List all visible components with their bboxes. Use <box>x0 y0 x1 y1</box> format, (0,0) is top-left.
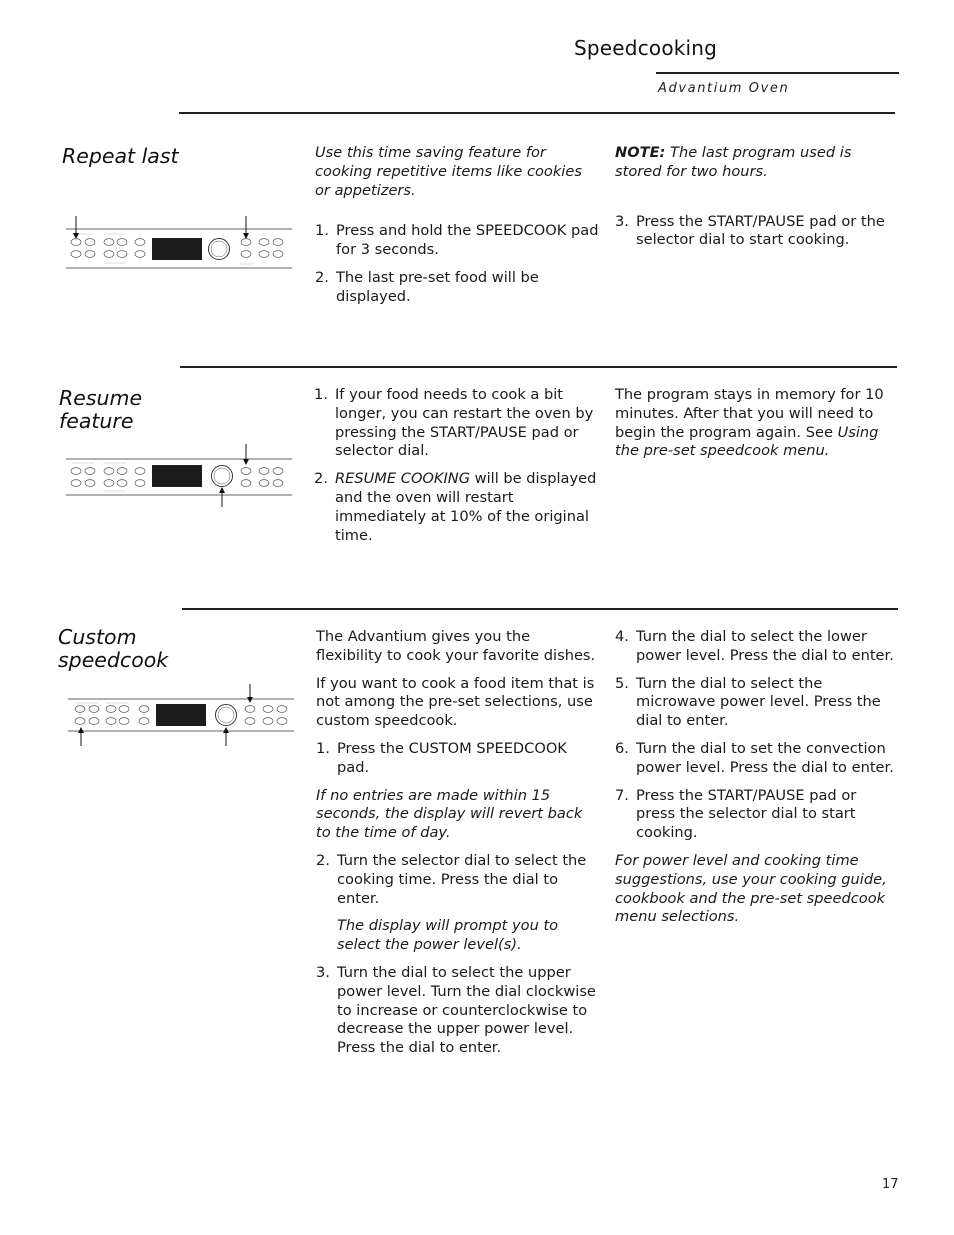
resume-cooking-label: RESUME COOKING <box>335 470 471 488</box>
title-line: speedcook <box>58 648 169 672</box>
step-text: Press the START/PAUSE pad or the selector dial to start cooking. <box>636 212 885 249</box>
step-number: 7. <box>615 786 629 804</box>
step-number: 2. <box>314 470 328 488</box>
section-title-resume-feature <box>59 387 142 433</box>
step-text: Turn the dial to select the upper power level. Turn the dial clockwise to increase or counterclockwise to decrease the upper power level. Press the dial to enter. <box>337 963 596 1057</box>
step-text: Turn the selector dial to select the cooking time. Press the dial to enter. <box>337 851 587 907</box>
step-text: Press the CUSTOM SPEEDCOOK pad. <box>337 739 567 776</box>
step-number: 5. <box>615 674 629 692</box>
repeat-last-step-1 <box>315 222 600 260</box>
title-line: Resume <box>59 386 143 410</box>
step-text: Press the START/PAUSE pad or press the selector dial to start cooking. <box>636 786 857 842</box>
step-text: will be displayed and the oven will restart immediately at 10% of the original time. <box>335 470 597 544</box>
step-text: The last pre-set food will be displayed. <box>336 268 539 305</box>
section-title-custom-speedcook <box>58 626 168 672</box>
note-text: The program stays in memory for 10 minutes. After that you will need to begin the program again. See <box>615 386 884 441</box>
custom-intro-2: If you want to cook a food item that is not among the pre-set selections, use custom speedcook. <box>316 674 595 730</box>
step-number: 6. <box>615 739 629 757</box>
step-text: Turn the dial to select the microwave power level. Press the dial to enter. <box>636 674 881 730</box>
step-text: If your food needs to cook a bit longer, you can restart the oven by pressing the START/PAUSE pad or selector dial. <box>335 386 594 460</box>
resume-step-2 <box>314 470 599 545</box>
repeat-last-step-2 <box>315 269 600 307</box>
custom-step-2 <box>316 852 601 955</box>
repeat-last-note <box>615 144 900 182</box>
section-divider-3 <box>182 608 898 610</box>
resume-memory-note <box>615 386 900 461</box>
step-text: Press and hold the SPEEDCOOK pad for 3 seconds. <box>336 222 599 259</box>
custom-step-4 <box>615 628 900 666</box>
note-text: The last program used is stored for two hours. <box>615 144 852 180</box>
note-label: NOTE: <box>615 144 666 161</box>
step-number: 1. <box>316 739 330 757</box>
step-number: 2. <box>315 268 329 286</box>
control-panel-illustration <box>64 442 294 508</box>
step-number: 1. <box>314 386 328 403</box>
custom-step-6 <box>615 740 900 778</box>
repeat-last-step-3 <box>615 213 900 251</box>
custom-step-5 <box>615 675 900 731</box>
control-panel-illustration <box>66 682 296 748</box>
custom-step-1-note: If no entries are made within 15 seconds, the display will revert back to the time of day. <box>316 786 583 842</box>
resume-middle-column <box>314 386 599 554</box>
section-divider-2 <box>180 366 897 368</box>
step-number: 3. <box>615 212 629 230</box>
custom-right-column <box>615 628 900 936</box>
page-number: 17 <box>882 1177 899 1192</box>
resume-right-column <box>615 386 900 470</box>
title-line: feature <box>59 409 134 433</box>
repeat-last-middle-column <box>315 144 600 316</box>
custom-intro-1: The Advantium gives you the flexibility to cook your favorite dishes. <box>316 628 596 664</box>
control-panel-illustration <box>64 212 294 272</box>
step-number: 4. <box>615 628 629 645</box>
page-subtitle: Advantium Oven <box>658 81 790 96</box>
step-number: 1. <box>315 222 329 240</box>
step-text: Turn the dial to set the convection power level. Press the dial to enter. <box>636 739 894 776</box>
page-title: Speedcooking <box>574 36 718 60</box>
repeat-last-intro: Use this time saving feature for cooking repetitive items like cookies or appetizers. <box>315 144 582 199</box>
title-line: Custom <box>58 625 137 649</box>
repeat-last-right-column <box>615 144 900 259</box>
resume-step-1 <box>314 386 599 461</box>
custom-step-2-note: The display will prompt you to select the power level(s). <box>337 917 559 954</box>
custom-closing-note: For power level and cooking time suggestions, use your cooking guide, cookbook and the pre-set speedcook menu selections. <box>615 851 887 926</box>
custom-middle-column <box>316 628 601 1067</box>
custom-step-1 <box>316 740 601 778</box>
step-number: 2. <box>316 851 330 869</box>
cross-reference: Using the pre-set speedcook menu. <box>615 423 879 460</box>
step-number: 3. <box>316 963 330 981</box>
header-rule <box>656 72 899 74</box>
step-text: Turn the dial to select the lower power level. Press the dial to enter. <box>636 628 894 664</box>
section-title-repeat-last: Repeat last <box>62 144 179 168</box>
custom-step-7 <box>615 787 900 843</box>
section-divider-1 <box>179 112 895 114</box>
custom-step-3 <box>316 964 601 1058</box>
